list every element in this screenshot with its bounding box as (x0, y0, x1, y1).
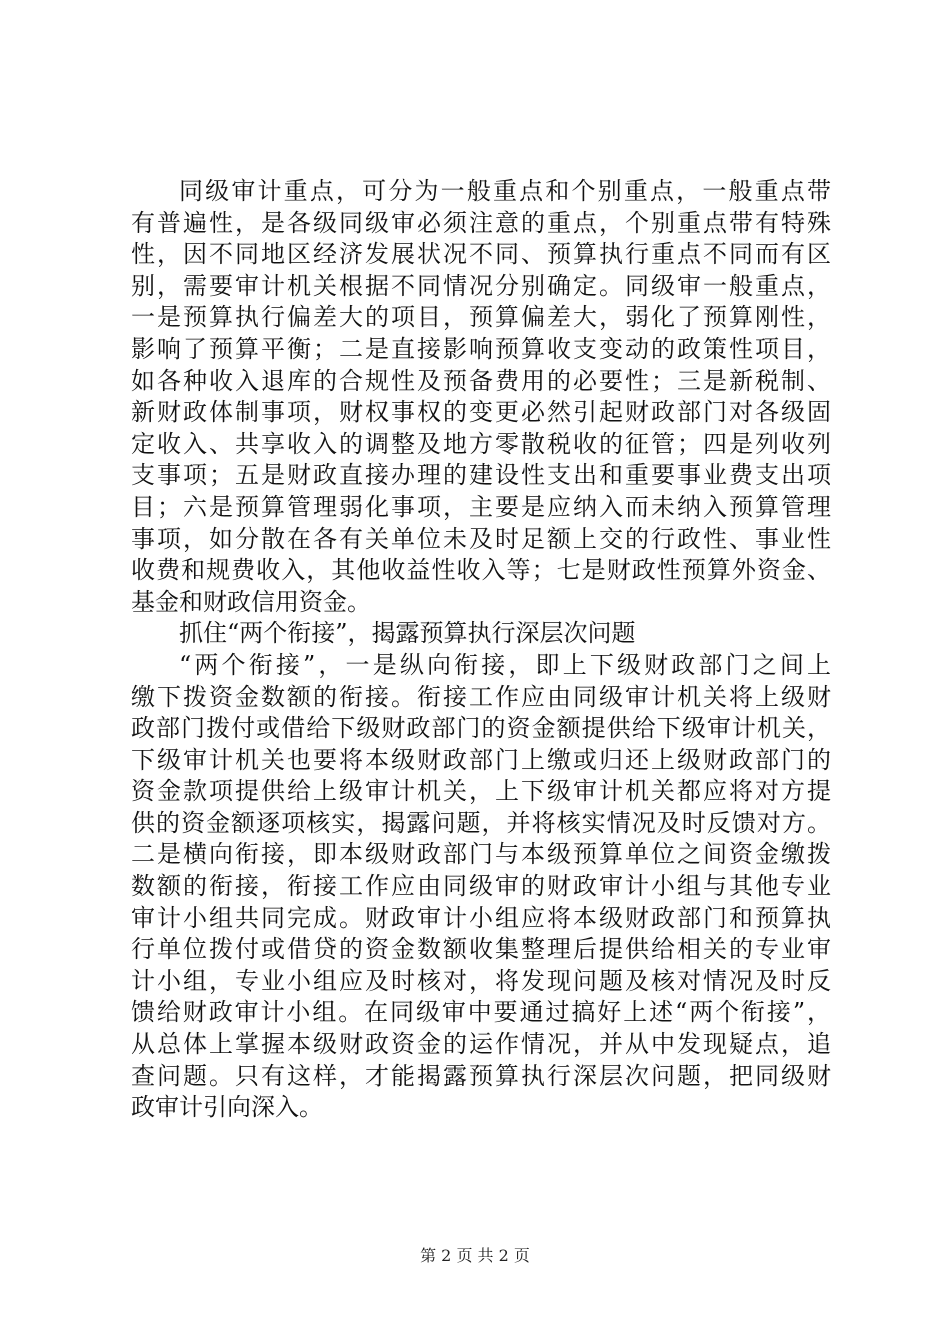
text-line: 同级审计重点，可分为一般重点和个别重点，一般重点带 (179, 177, 831, 205)
text-line: 缴下拨资金数额的衔接。衔接工作应由同级审计机关将上级财 (131, 682, 831, 711)
text-line: 性，因不同地区经济发展状况不同、预算执行重点不同而有区 (131, 240, 831, 269)
text-line: 有普遍性，是各级同级审必须注意的重点，个别重点带有特殊 (131, 208, 831, 237)
text-line: 审计小组共同完成。财政审计小组应将本级财政部门和预算执 (131, 903, 831, 932)
text-line: 数额的衔接，衔接工作应由同级审的财政审计小组与其他专业 (131, 872, 831, 901)
text-line: 下级审计机关也要将本级财政部门上缴或归还上级财政部门的 (131, 745, 831, 774)
text-line: 供的资金额逐项核实，揭露问题，并将核实情况及时反馈对方。 (131, 808, 831, 837)
text-line: 事项，如分散在各有关单位未及时足额上交的行政性、事业性 (131, 524, 831, 553)
text-line: 政部门拨付或借给下级财政部门的资金额提供给下级审计机关， (131, 714, 831, 743)
document-body (131, 176, 831, 1124)
text-line: 支事项；五是财政直接办理的建设性支出和重要事业费支出项 (131, 461, 831, 490)
text-line: 政审计引向深入。 (131, 1093, 323, 1122)
text-line: 新财政体制事项，财权事权的变更必然引起财政部门对各级固 (131, 398, 831, 427)
text-line: 计小组，专业小组应及时核对，将发现问题及核对情况及时反 (131, 966, 831, 995)
text-line: 如各种收入退库的合规性及预备费用的必要性；三是新税制、 (131, 366, 831, 395)
text-line: 目；六是预算管理弱化事项，主要是应纳入而未纳入预算管理 (131, 492, 831, 521)
text-line: 行单位拨付或借贷的资金数额收集整理后提供给相关的专业审 (131, 935, 831, 964)
text-line: 馈给财政审计小组。在同级审中要通过搞好上述“两个衔接”， (131, 998, 831, 1027)
text-line: 别，需要审计机关根据不同情况分别确定。同级审一般重点， (131, 271, 831, 300)
heading-line: 抓住“两个衔接”，揭露预算执行深层次问题 (179, 619, 636, 648)
text-line: 二是横向衔接，即本级财政部门与本级预算单位之间资金缴拨 (131, 840, 831, 869)
paragraph-two-links (131, 650, 831, 1124)
text-line: 收费和规费收入，其他收益性收入等；七是财政性预算外资金、 (131, 556, 831, 585)
text-line: 查问题。只有这样，才能揭露预算执行深层次问题，把同级财 (131, 1061, 831, 1090)
text-line: 定收入、共享收入的调整及地方零散税收的征管；四是列收列 (131, 429, 831, 458)
text-line: 资金款项提供给上级审计机关，上下级审计机关都应将对方提 (131, 777, 831, 806)
text-line: 一是预算执行偏差大的项目，预算偏差大，弱化了预算刚性， (131, 303, 831, 332)
text-line: 基金和财政信用资金。 (131, 587, 371, 616)
text-line: 影响了预算平衡；二是直接影响预算收支变动的政策性项目， (131, 334, 831, 363)
text-line: “两个衔接”，一是纵向衔接，即上下级财政部门之间上 (179, 650, 831, 679)
text-line: 从总体上掌握本级财政资金的运作情况，并从中发现疑点，追 (131, 1030, 831, 1059)
paragraph-audit-focus (131, 176, 831, 618)
page-footer (0, 1246, 950, 1266)
section-heading (131, 618, 831, 650)
page-number: 第 2 页 共 2 页 (420, 1246, 530, 1265)
